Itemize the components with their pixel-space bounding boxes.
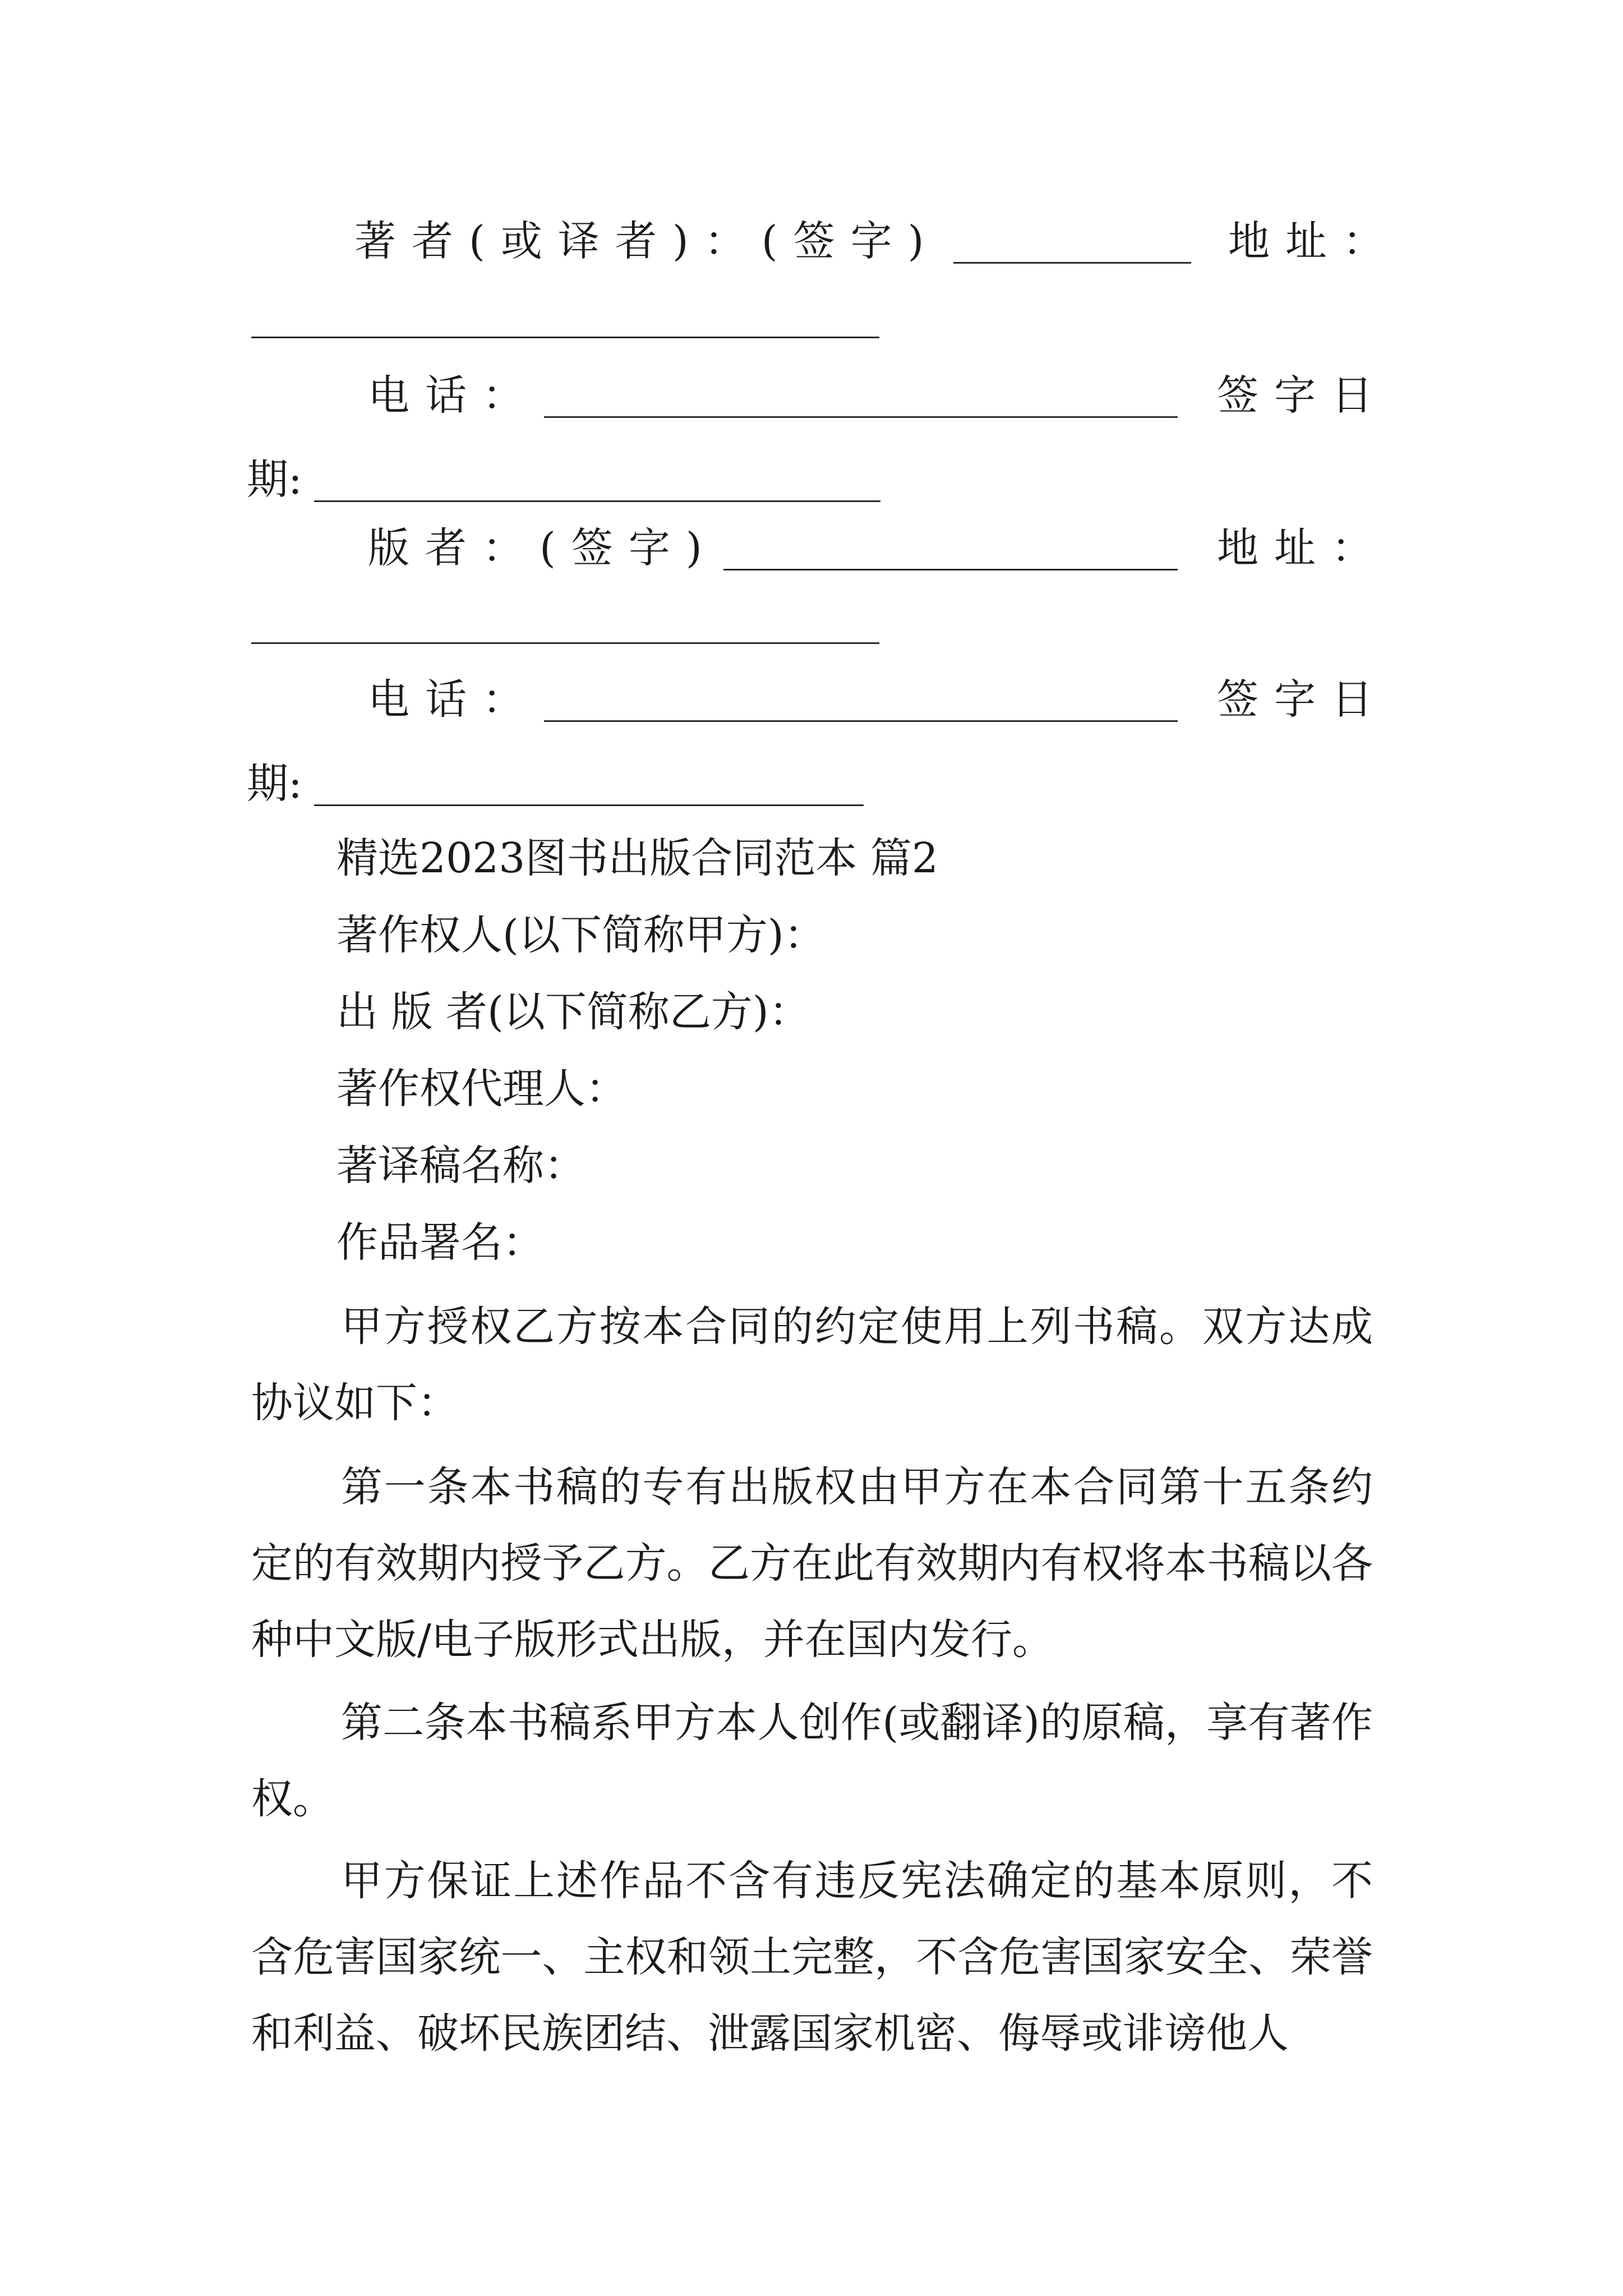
publisher-address-blank[interactable] <box>251 642 879 644</box>
author-date-line <box>0 449 1623 510</box>
publisher-signature-blank[interactable] <box>723 569 1178 570</box>
publisher-signature-label: 版者：(签字) <box>368 524 718 572</box>
author-sign-date-label-cont: 期: <box>247 455 302 504</box>
publisher-address-label: 地址： <box>1217 524 1389 572</box>
publisher-sign-date-label-cont: 期: <box>247 760 302 808</box>
author-signature-line <box>0 210 1623 272</box>
author-phone-label: 电话： <box>368 371 540 420</box>
paragraph-authorization: 甲方授权乙方按本合同的约定使用上列书稿。双方达成协议如下： <box>251 1303 1373 1427</box>
field-work-attribution <box>0 1212 1623 1273</box>
author-signature-label: 著者(或译者)：(签字) <box>354 217 940 265</box>
field-manuscript-title-label: 著译稿名称： <box>336 1142 585 1190</box>
publisher-phone-label: 电话： <box>368 675 540 724</box>
field-copyright-holder-label: 著作权人(以下简称甲方)： <box>336 911 826 959</box>
publisher-phone-line <box>0 669 1623 730</box>
paragraph-guarantee: 甲方保证上述作品不含有违反宪法确定的基本原则，不含危害国家统一、主权和领土完整，不含危害国家安全、荣誉和利益、破坏民族团结、泄露国家机密、侮辱或诽谤他人 <box>251 1857 1373 2058</box>
author-phone-line <box>0 365 1623 426</box>
field-copyright-agent-label: 著作权代理人： <box>336 1065 627 1113</box>
paragraph-article-2: 第二条本书稿系甲方本人创作(或翻译)的原稿，享有著作权。 <box>251 1699 1373 1823</box>
author-signature-blank[interactable] <box>953 262 1191 264</box>
section-heading-text: 精选2023图书出版合同范本 篇2 <box>336 834 938 882</box>
publisher-sign-date-blank[interactable] <box>314 804 864 806</box>
field-publisher-label: 出 版 者(以下简称乙方)： <box>336 988 810 1036</box>
author-sign-date-blank[interactable] <box>314 500 880 502</box>
author-phone-blank[interactable] <box>544 416 1178 418</box>
author-address-blank[interactable] <box>251 337 879 338</box>
paragraph-article-1: 第一条本书稿的专有出版权由甲方在本合同第十五条约定的有效期内授予乙方。乙方在此有效期内有权将本书稿以各种中文版/电子版形式出版，并在国内发行。 <box>251 1463 1373 1664</box>
section-heading <box>0 827 1623 889</box>
publisher-signature-line <box>0 517 1623 579</box>
field-copyright-agent <box>0 1058 1623 1120</box>
field-manuscript-title <box>0 1135 1623 1197</box>
field-publisher <box>0 981 1623 1043</box>
publisher-date-line <box>0 753 1623 815</box>
author-address-label: 地址： <box>1228 217 1400 265</box>
publisher-phone-blank[interactable] <box>544 720 1178 722</box>
field-work-attribution-label: 作品署名： <box>336 1218 544 1267</box>
publisher-sign-date-label: 签字日 <box>1217 675 1389 724</box>
author-sign-date-label: 签字日 <box>1217 371 1389 420</box>
field-copyright-holder <box>0 904 1623 966</box>
